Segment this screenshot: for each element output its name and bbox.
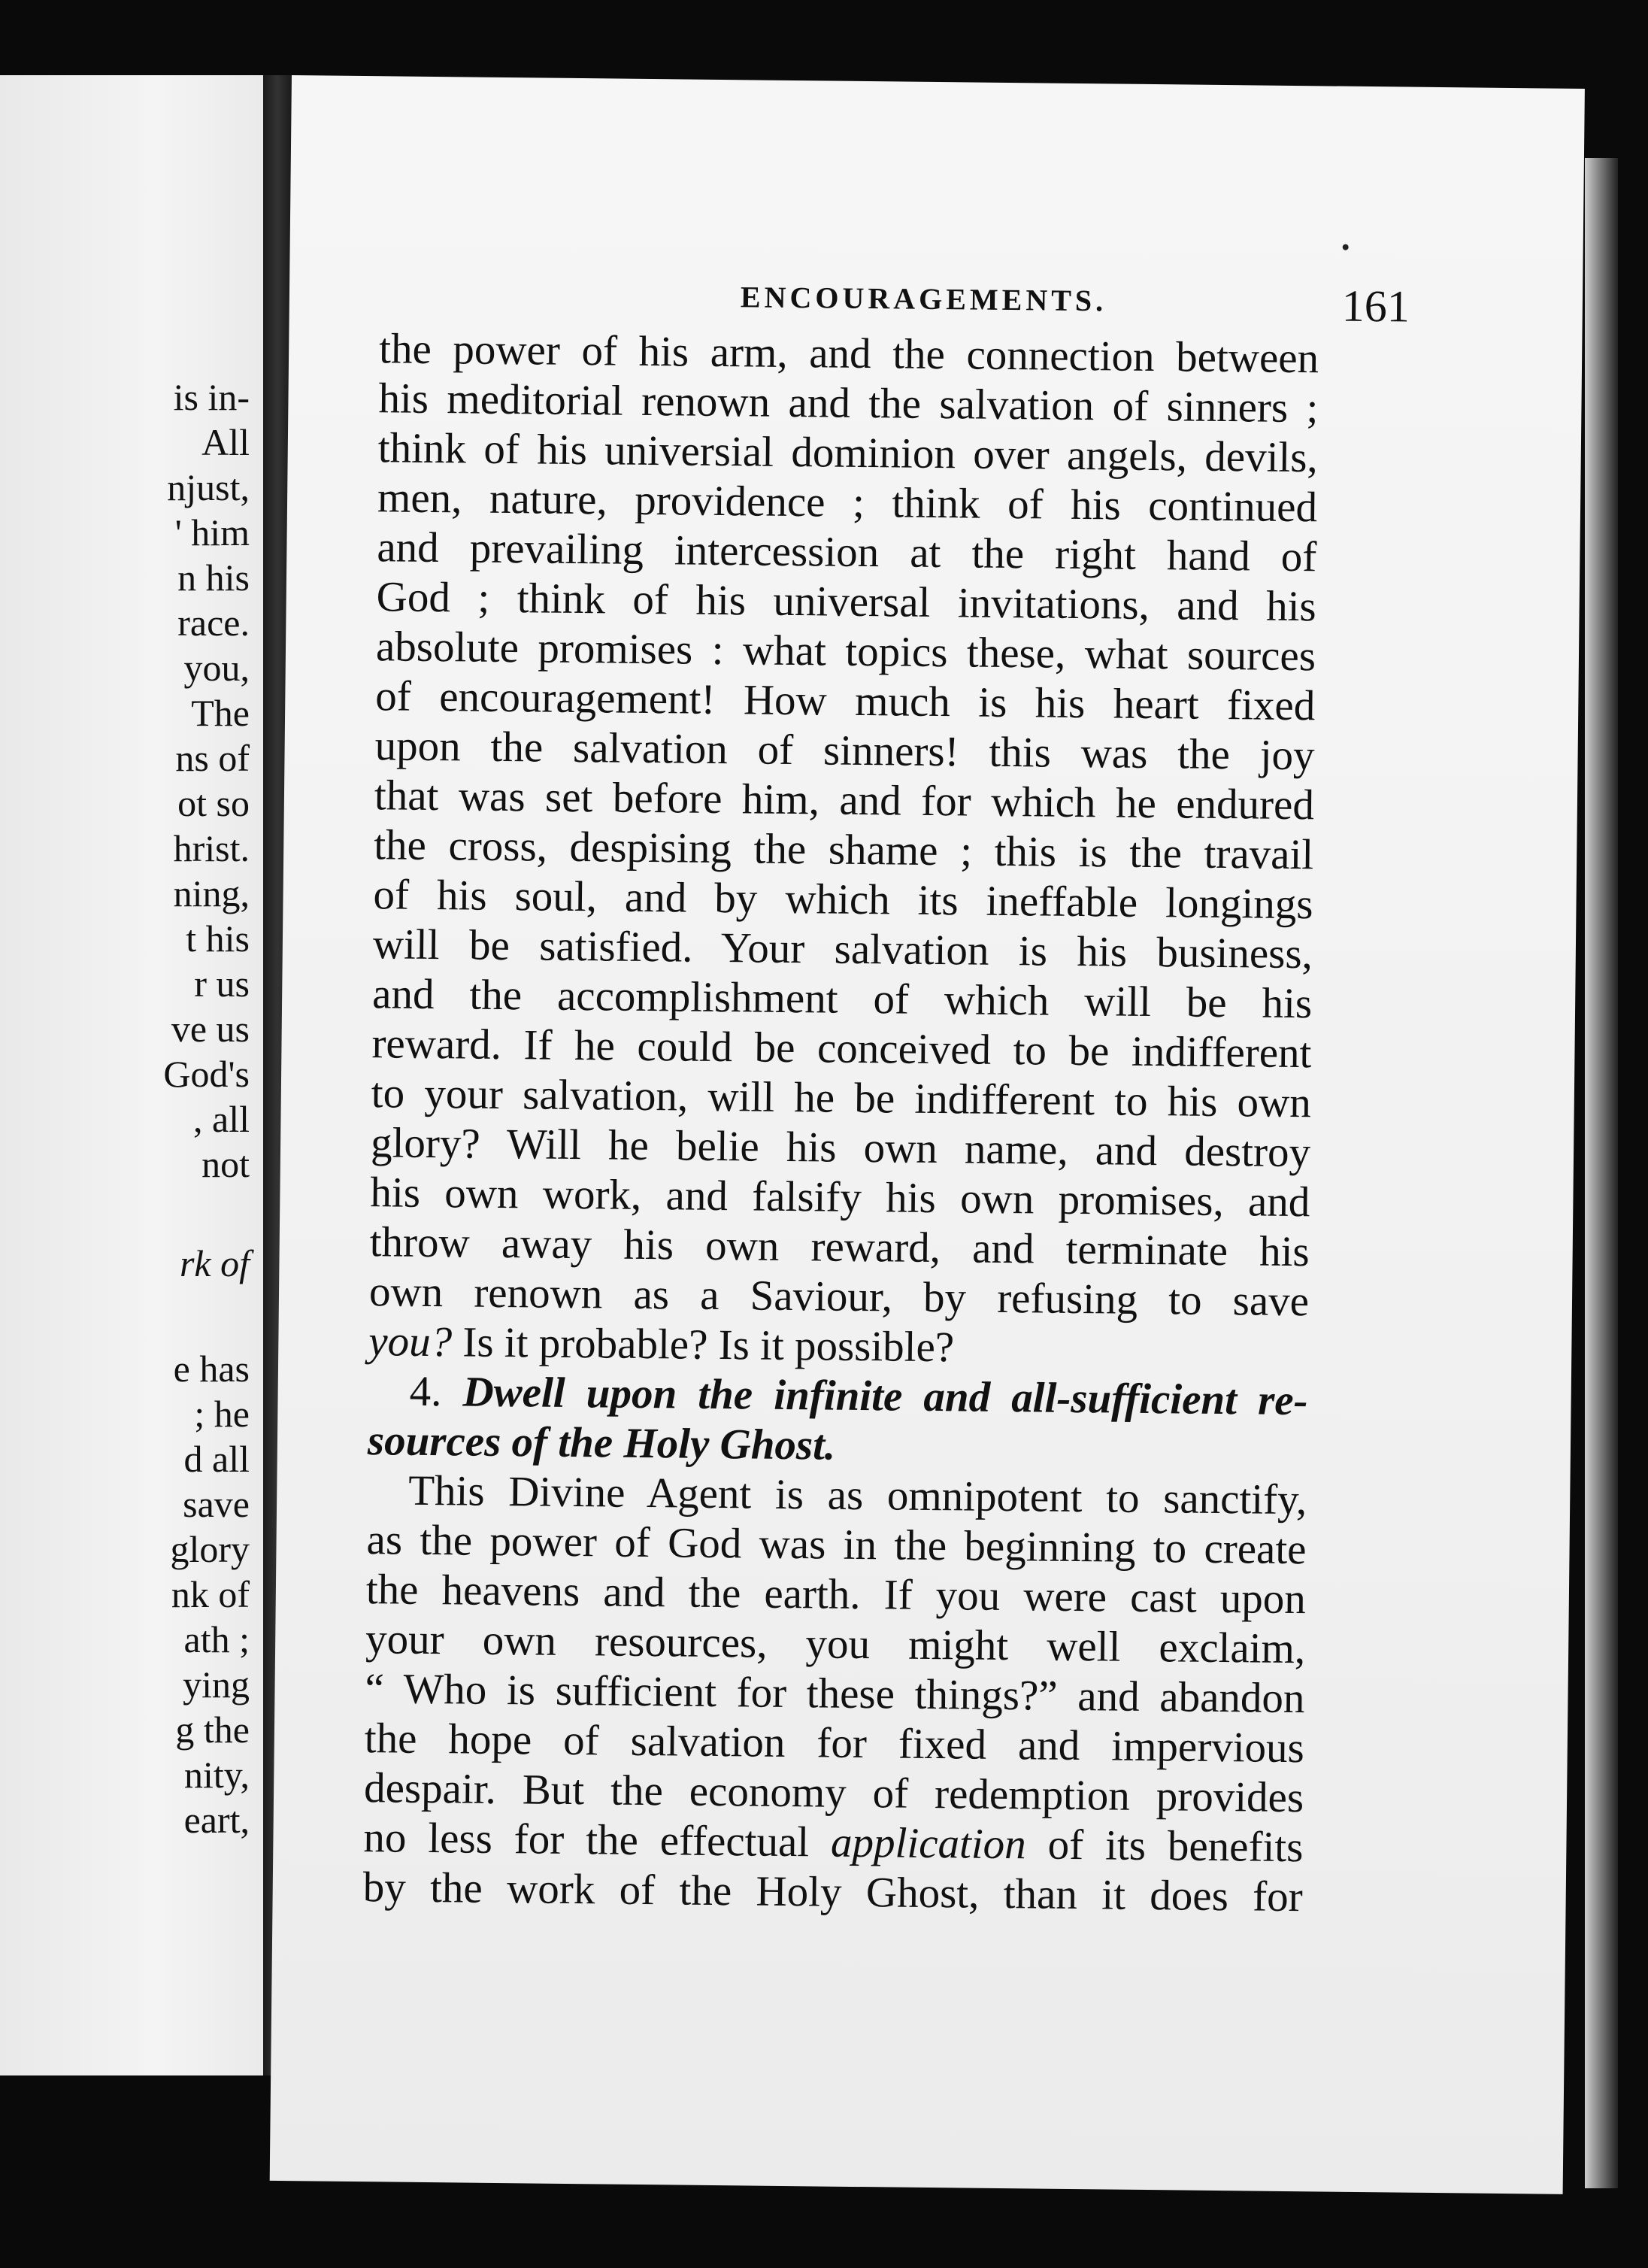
left-line: , all — [193, 1098, 250, 1140]
text-line: own renown as a Saviour, by refusing to save — [368, 1268, 1310, 1326]
left-line: ; he — [194, 1393, 250, 1435]
text-line: by the work of the Holy Ghost, than it does for — [362, 1863, 1304, 1921]
left-line: e has — [173, 1348, 250, 1390]
left-line: The — [191, 692, 250, 734]
text-line: reward. If he could be conceived to be indifferent — [371, 1020, 1312, 1078]
left-line: n his — [177, 556, 250, 599]
text-line: throw away his own reward, and terminate his — [369, 1218, 1310, 1276]
left-line: ' him — [174, 511, 250, 553]
text-line: the hope of salvation for fixed and impervious — [364, 1715, 1305, 1772]
left-line: glory — [170, 1528, 250, 1570]
text-line: absolute promises : what topics these, what sources — [375, 623, 1316, 681]
text-line: to your salvation, will he be indifferent to his own — [371, 1069, 1312, 1127]
text-after: of its benefits — [1025, 1821, 1304, 1872]
left-line: ning, — [173, 872, 250, 914]
text-line: despair. But the economy of redemption provides — [363, 1764, 1304, 1822]
italic-application: application — [830, 1818, 1027, 1869]
text-line: of his soul, and by which its ineffable longings — [373, 871, 1313, 929]
left-line: eart, — [183, 1799, 250, 1841]
text-line: his meditorial renown and the salvation of sinners ; — [378, 374, 1319, 432]
text-line: of encouragement! How much is his heart fixed — [375, 672, 1316, 730]
text-line: This Divine Agent is as omnipotent to sanctify, — [407, 1466, 1307, 1524]
text-before: no less for the effectual — [363, 1814, 832, 1866]
text-line: his own work, and falsify his own promises, and — [370, 1169, 1310, 1226]
left-line: God's — [163, 1053, 250, 1095]
left-line: is in- — [173, 376, 250, 418]
right-page — [270, 75, 1585, 2194]
text-line: God ; think of his universal invitations, and his — [376, 573, 1317, 631]
left-line: All — [201, 421, 250, 463]
left-line: hrist. — [173, 827, 250, 869]
left-line: ot so — [177, 782, 250, 824]
text-line: think of his universial dominion over angels, devils, — [377, 424, 1319, 482]
left-line: ath ; — [183, 1618, 250, 1660]
left-line: you, — [183, 647, 250, 689]
section-heading-text: Dwell upon the infinite and all-sufficient re- — [462, 1368, 1308, 1425]
left-line: nity, — [183, 1754, 250, 1796]
left-line: not — [201, 1143, 250, 1185]
text-line: “ Who is sufficient for these things?” and abandon — [365, 1665, 1305, 1723]
text-line: that was set before him, and for which he endured — [374, 772, 1315, 829]
text-line: will be satisfied. Your salvation is his business, — [372, 920, 1313, 978]
left-line: r us — [194, 963, 250, 1005]
left-line: save — [183, 1483, 250, 1525]
text-line: men, nature, providence ; think of his continued — [377, 474, 1318, 532]
text-rest: Is it probable? Is it possible? — [451, 1318, 955, 1372]
left-line: t his — [186, 917, 250, 960]
left-line: ying — [183, 1663, 250, 1706]
text-line: the cross, despising the shame ; this is the travail — [373, 821, 1314, 879]
left-line: nk of — [171, 1573, 250, 1615]
text-line: your own resources, you might well exclaim, — [365, 1615, 1306, 1673]
text-line: upon the salvation of sinners! this was the joy — [374, 722, 1315, 780]
text-line: the power of his arm, and the connection between — [378, 325, 1319, 383]
left-line: g the — [175, 1709, 250, 1751]
left-line: race. — [177, 602, 250, 644]
left-page-fragment — [0, 75, 263, 2075]
italic-you: you? — [368, 1317, 453, 1366]
left-line: ve us — [171, 1008, 250, 1050]
text-line: and the accomplishment of which will be his — [371, 970, 1313, 1028]
text-line: as the power of God was in the beginning to create — [366, 1516, 1307, 1574]
left-line: rk of — [179, 1242, 250, 1284]
print-speck — [1343, 244, 1349, 250]
text-line: the heavens and the earth. If you were cast upon — [365, 1566, 1307, 1624]
left-line: d all — [183, 1438, 250, 1480]
page-edge-shadow — [1585, 158, 1618, 2188]
left-line: ns of — [175, 737, 250, 779]
left-line: njust, — [167, 466, 250, 508]
page-body — [362, 324, 1484, 1924]
page-number: 161 — [1341, 280, 1410, 332]
section-number: 4. — [409, 1367, 442, 1416]
running-head: ENCOURAGEMENTS. — [740, 280, 1107, 318]
text-line: glory? Will he belie his own name, and destroy — [370, 1119, 1311, 1177]
text-line: and prevailing intercession at the right hand of — [377, 523, 1317, 581]
section-heading-cont: sources of the Holy Ghost. — [367, 1417, 836, 1469]
